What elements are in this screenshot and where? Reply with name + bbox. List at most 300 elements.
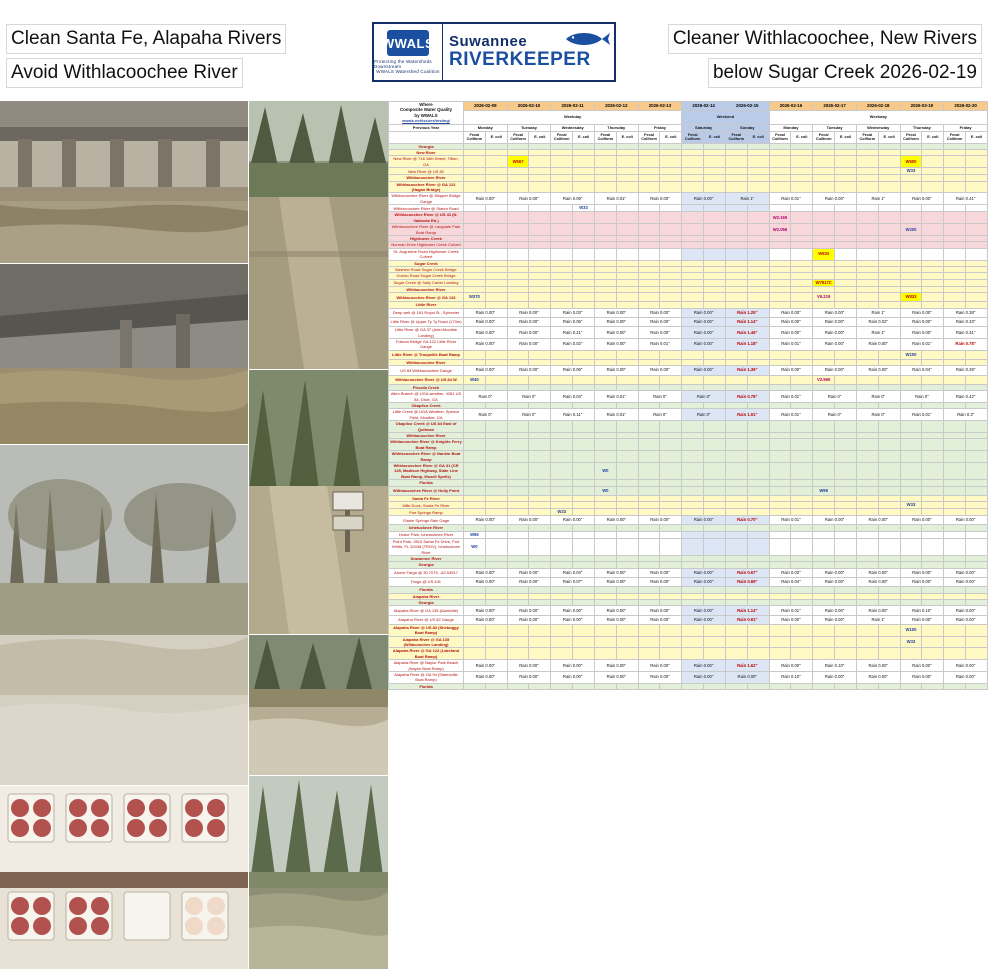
data-cell <box>682 224 704 236</box>
data-cell <box>966 224 988 236</box>
data-cell <box>878 205 900 212</box>
day-header-9: Wednesday <box>856 124 900 131</box>
data-cell <box>507 486 529 495</box>
data-cell: Rain 0.00" <box>769 366 813 375</box>
data-cell <box>966 375 988 384</box>
data-cell <box>944 463 966 480</box>
data-cell <box>660 683 682 689</box>
data-cell <box>529 502 551 509</box>
data-cell <box>529 375 551 384</box>
data-cell <box>878 502 900 509</box>
data-cell <box>747 212 769 224</box>
data-cell <box>616 248 638 260</box>
prev-year-link[interactable]: Previous Year <box>389 124 464 131</box>
data-cell: Rain 0.00" <box>682 578 726 587</box>
subcol-header-10-1: E. coli <box>922 131 944 143</box>
table-row <box>389 317 988 326</box>
data-cell <box>464 439 486 451</box>
photo-bridge-piling-river <box>0 264 248 444</box>
data-cell <box>464 181 486 193</box>
data-cell <box>791 156 813 168</box>
data-cell <box>638 538 660 555</box>
subcol-header-9-0: Fecal Coliform <box>856 131 878 143</box>
data-cell: Rain 0.00" <box>507 606 551 615</box>
data-cell <box>725 439 747 451</box>
date-header-7: 2026-02-16 <box>769 102 813 111</box>
wwals-badge <box>374 24 443 80</box>
data-cell <box>856 683 878 689</box>
data-cell: Rain 0" <box>856 409 900 421</box>
data-cell: Rain 0.00" <box>944 615 988 624</box>
data-cell <box>966 279 988 286</box>
data-cell: Rain 0.00" <box>638 615 682 624</box>
table-row <box>389 327 988 339</box>
data-cell <box>529 248 551 260</box>
data-cell <box>507 451 529 463</box>
data-cell <box>878 486 900 495</box>
data-cell: Rain 0.00" <box>507 568 551 577</box>
date-header-0: 2026-02-09 <box>464 102 508 111</box>
data-cell <box>594 538 616 555</box>
data-cell <box>835 502 857 509</box>
data-cell: Rain 0.00" <box>594 672 638 684</box>
data-cell <box>856 463 878 480</box>
data-cell <box>747 248 769 260</box>
subcol-header-4-0: Fecal Coliform <box>638 131 660 143</box>
data-cell <box>464 212 486 224</box>
data-cell: Rain 0.00" <box>900 615 944 624</box>
wwals-sub2: WWALS Watershed Coalition <box>376 69 440 74</box>
row-label: Folsom Bridge GA 122 Little River Gauge <box>389 338 464 350</box>
data-cell <box>660 168 682 175</box>
data-cell: Rain 0.00" <box>944 516 988 525</box>
data-cell: Rain 0.00" <box>594 308 638 317</box>
day-header-8: Tuesday <box>813 124 857 131</box>
data-cell <box>682 350 704 359</box>
data-cell: Rain 0.00" <box>682 308 726 317</box>
data-cell <box>725 350 747 359</box>
data-cell <box>900 509 922 516</box>
data-cell <box>835 224 857 236</box>
row-label: Okapilco Creek @ US 84 East of Quitman <box>389 421 464 433</box>
data-cell <box>682 168 704 175</box>
data-cell <box>725 421 747 433</box>
data-cell <box>704 156 726 168</box>
data-cell <box>922 168 944 175</box>
data-cell: Rain 0.01" <box>900 338 944 350</box>
row-label: Withlacoochee River @ GA 122 (Hagan Bridge) <box>389 181 464 193</box>
data-cell <box>660 181 682 193</box>
table-row <box>389 293 988 302</box>
data-cell <box>638 156 660 168</box>
data-cell <box>638 279 660 286</box>
data-cell <box>966 509 988 516</box>
data-cell <box>813 168 835 175</box>
data-cell <box>725 168 747 175</box>
data-cell <box>835 293 857 302</box>
data-cell: W33 <box>900 636 922 648</box>
row-label: Florida <box>389 587 464 593</box>
data-cell: Rain 1" <box>856 327 900 339</box>
data-cell: Rain 0.00" <box>682 606 726 615</box>
data-cell <box>638 451 660 463</box>
row-label: New River @ US 82 <box>389 168 464 175</box>
data-cell <box>835 538 857 555</box>
data-cell <box>791 683 813 689</box>
data-cell: Rain 0" <box>638 391 682 403</box>
wwals-sub1: Protecting the Watersheds Downstream <box>374 59 432 69</box>
data-cell <box>704 375 726 384</box>
table-row <box>389 421 988 433</box>
data-cell <box>616 624 638 636</box>
data-cell <box>551 375 573 384</box>
table-row <box>389 205 988 212</box>
data-cell <box>944 531 966 538</box>
row-label: Withlacoochee River @ US 84 W <box>389 375 464 384</box>
date-header-10: 2026-02-19 <box>900 102 944 111</box>
data-cell: Rain 0.39" <box>944 366 988 375</box>
data-cell <box>573 502 595 509</box>
data-cell <box>507 421 529 433</box>
data-cell <box>944 421 966 433</box>
data-cell <box>856 168 878 175</box>
data-cell: Rain 0.00" <box>594 578 638 587</box>
data-cell <box>878 683 900 689</box>
data-cell: W2.165 <box>769 212 791 224</box>
data-cell <box>878 538 900 555</box>
data-cell <box>551 205 573 212</box>
data-cell <box>922 486 944 495</box>
data-cell <box>594 636 616 648</box>
data-cell <box>616 212 638 224</box>
data-cell <box>616 205 638 212</box>
data-cell: W100 <box>900 350 922 359</box>
data-cell <box>573 293 595 302</box>
data-cell <box>878 168 900 175</box>
data-cell <box>835 421 857 433</box>
data-cell <box>878 509 900 516</box>
data-cell <box>616 463 638 480</box>
table-row <box>389 366 988 375</box>
data-cell <box>835 181 857 193</box>
data-cell: Rain 0.00" <box>682 366 726 375</box>
data-cell <box>660 350 682 359</box>
data-cell <box>529 350 551 359</box>
data-cell <box>660 538 682 555</box>
data-cell: Rain 0.00" <box>507 660 551 672</box>
data-cell: Rain 0.00" <box>769 615 813 624</box>
data-cell: Rain 0.00" <box>813 615 857 624</box>
data-cell: Rain 0.10" <box>900 606 944 615</box>
data-cell <box>464 463 486 480</box>
data-cell <box>485 624 507 636</box>
data-cell <box>704 636 726 648</box>
header-left-line1: Clean Santa Fe, Alapaha Rivers <box>6 24 286 54</box>
photo-riverbank-trees <box>249 635 388 775</box>
row-label: Withlacoochee River <box>389 432 464 438</box>
data-cell <box>485 486 507 495</box>
data-cell: Rain 1.46" <box>725 327 769 339</box>
data-cell <box>485 350 507 359</box>
row-label: Withlacoochee River <box>389 359 464 365</box>
data-cell <box>856 636 878 648</box>
data-cell: Rain 0.38" <box>944 308 988 317</box>
data-cell: Rain 0.00" <box>856 578 900 587</box>
data-cell <box>485 279 507 286</box>
data-cell: Rain 0" <box>900 391 944 403</box>
data-cell: W100 <box>900 624 922 636</box>
data-cell <box>485 293 507 302</box>
data-cell <box>529 463 551 480</box>
data-cell: Rain 0.00" <box>813 308 857 317</box>
row-label: Alapaha River @ Naylor Park Beach (Naylor Boat Ramp) <box>389 660 464 672</box>
data-cell <box>529 451 551 463</box>
data-cell <box>616 279 638 286</box>
table-row <box>389 615 988 624</box>
data-cell <box>616 636 638 648</box>
data-cell <box>464 502 486 509</box>
data-cell <box>682 502 704 509</box>
data-cell <box>747 205 769 212</box>
date-header-6: 2026-02-15 <box>725 102 769 111</box>
data-cell <box>594 181 616 193</box>
header-left-line2: Avoid Withlacoochee River <box>6 58 243 88</box>
data-cell <box>878 181 900 193</box>
data-cell <box>769 156 791 168</box>
data-cell: W567 <box>507 156 529 168</box>
data-cell <box>769 248 791 260</box>
data-cell <box>878 279 900 286</box>
data-cell <box>638 168 660 175</box>
data-cell: Rain 0.00" <box>638 606 682 615</box>
data-cell <box>747 439 769 451</box>
data-cell <box>660 486 682 495</box>
data-cell: W833 <box>900 293 922 302</box>
data-cell <box>813 636 835 648</box>
data-cell <box>704 463 726 480</box>
data-cell <box>573 350 595 359</box>
data-cell <box>922 624 944 636</box>
row-label: Alapaha River @ GA 94 (Statenville Boat Ramp) <box>389 672 464 684</box>
data-cell <box>922 683 944 689</box>
row-label: Little Creek @ UGA Weather, Spence Field, Moultrie, GA <box>389 409 464 421</box>
data-cell: Rain 0.00" <box>638 568 682 577</box>
data-cell <box>507 463 529 480</box>
data-cell <box>551 648 573 660</box>
data-cell <box>551 451 573 463</box>
data-cell <box>485 375 507 384</box>
data-cell <box>660 375 682 384</box>
data-cell <box>529 683 551 689</box>
table-header-subcols <box>389 131 988 143</box>
data-cell: W99 <box>813 486 835 495</box>
data-cell <box>900 486 922 495</box>
data-cell <box>944 451 966 463</box>
data-cell: Rain 0.01" <box>769 606 813 615</box>
data-cell <box>507 648 529 660</box>
data-cell: Rain 0" <box>813 391 857 403</box>
data-cell: Rain 0.00" <box>551 615 595 624</box>
data-cell <box>791 538 813 555</box>
header-right <box>612 24 982 92</box>
data-cell <box>856 486 878 495</box>
row-label: Withlacoochee River @ GA 31 (CR 145, Madison Highway, State Line Boat Ramp, Mozell Spells) <box>389 463 464 480</box>
data-cell <box>791 636 813 648</box>
data-cell <box>878 463 900 480</box>
data-cell <box>966 486 988 495</box>
data-cell <box>551 421 573 433</box>
data-cell <box>464 624 486 636</box>
data-cell <box>922 509 944 516</box>
corner-line2: Composite Water Quality <box>399 107 453 113</box>
data-cell <box>551 624 573 636</box>
data-cell <box>966 502 988 509</box>
day-header-2: Wednesday <box>551 124 595 131</box>
data-cell <box>638 463 660 480</box>
data-cell <box>791 439 813 451</box>
data-cell <box>704 486 726 495</box>
data-cell <box>878 531 900 538</box>
data-cell <box>966 212 988 224</box>
day-header-11: Friday <box>944 124 988 131</box>
data-cell <box>638 624 660 636</box>
data-cell <box>638 205 660 212</box>
date-header-11: 2026-02-20 <box>944 102 988 111</box>
data-cell: Rain 0.00" <box>507 366 551 375</box>
data-cell: Rain 0.00" <box>769 660 813 672</box>
data-cell <box>769 531 791 538</box>
data-cell <box>769 486 791 495</box>
data-cell <box>573 212 595 224</box>
data-cell <box>944 293 966 302</box>
data-cell <box>616 486 638 495</box>
subcol-header-11-1: E. coli <box>966 131 988 143</box>
data-cell: Rain 0.00" <box>594 568 638 577</box>
data-cell <box>725 624 747 636</box>
data-cell <box>747 168 769 175</box>
data-cell: Rain 0.00" <box>682 338 726 350</box>
subcol-header-10-0: Fecal Coliform <box>900 131 922 143</box>
data-cell <box>638 421 660 433</box>
data-cell <box>485 502 507 509</box>
data-cell <box>507 439 529 451</box>
row-label: Norman Drive Hightower Creek Culvert <box>389 242 464 248</box>
subcol-header-8-0: Fecal Coliform <box>813 131 835 143</box>
data-cell <box>922 224 944 236</box>
data-cell <box>856 531 878 538</box>
data-cell <box>551 293 573 302</box>
data-cell: W200 <box>900 224 922 236</box>
data-cell <box>725 531 747 538</box>
data-cell <box>551 350 573 359</box>
data-cell <box>704 293 726 302</box>
data-cell <box>878 156 900 168</box>
data-cell <box>856 421 878 433</box>
data-cell <box>856 648 878 660</box>
table-row <box>389 606 988 615</box>
data-cell: Rain 0.00" <box>464 568 508 577</box>
data-cell <box>660 212 682 224</box>
data-cell: Rain 0.42" <box>944 391 988 403</box>
data-cell <box>507 293 529 302</box>
data-cell <box>791 531 813 538</box>
data-cell <box>616 168 638 175</box>
table-row <box>389 451 988 463</box>
data-cell: Rain 0.00" <box>638 308 682 317</box>
row-label: Mills Dock, Santa Fe River <box>389 502 464 509</box>
table-row <box>389 578 988 587</box>
table-row <box>389 181 988 193</box>
data-cell <box>944 486 966 495</box>
data-cell <box>835 624 857 636</box>
data-cell <box>813 421 835 433</box>
data-cell <box>529 509 551 516</box>
data-cell: W933 <box>813 248 835 260</box>
data-cell <box>922 463 944 480</box>
data-cell: Rain 0.00" <box>464 516 508 525</box>
data-cell: Rain 0" <box>464 391 508 403</box>
data-cell <box>551 181 573 193</box>
data-cell <box>464 156 486 168</box>
data-cell: Rain 0.00" <box>725 672 769 684</box>
data-cell <box>704 538 726 555</box>
data-cell <box>507 168 529 175</box>
data-cell: Rain 0.00" <box>900 327 944 339</box>
row-label: Withlacoochee River @ Langdale Park Boat Ramp <box>389 224 464 236</box>
data-cell <box>813 463 835 480</box>
data-cell: Rain 0.00" <box>594 327 638 339</box>
data-cell <box>944 205 966 212</box>
data-cell: Rain 0.00" <box>638 578 682 587</box>
data-cell <box>704 421 726 433</box>
data-cell: Rain 0.01" <box>594 391 638 403</box>
data-cell <box>507 375 529 384</box>
table-row <box>389 375 988 384</box>
data-cell <box>638 212 660 224</box>
data-cell <box>485 509 507 516</box>
data-cell <box>682 451 704 463</box>
data-cell <box>594 439 616 451</box>
data-cell: Rain 0.00" <box>594 317 638 326</box>
data-cell <box>813 205 835 212</box>
data-cell <box>551 538 573 555</box>
row-label: Withlacoochee River @ Nankin Boat Ramp <box>389 451 464 463</box>
data-cell <box>922 205 944 212</box>
data-cell <box>856 293 878 302</box>
data-cell <box>529 421 551 433</box>
table-row <box>389 672 988 684</box>
data-cell: Rain 0.05" <box>551 317 595 326</box>
data-cell <box>813 350 835 359</box>
data-cell <box>529 224 551 236</box>
data-cell: Rain 1.18" <box>725 338 769 350</box>
data-cell <box>485 168 507 175</box>
data-cell <box>485 439 507 451</box>
data-cell <box>944 683 966 689</box>
row-label: Withlacoochee River @ Skipper Bridge Gauge <box>389 193 464 205</box>
data-cell: Rain 0.00" <box>813 193 857 205</box>
data-cell <box>856 156 878 168</box>
data-cell <box>573 486 595 495</box>
row-label: Gornto Road Sugar Creek Bridge <box>389 273 464 279</box>
table-row <box>389 439 988 451</box>
data-cell <box>856 205 878 212</box>
data-cell: Rain 0.00" <box>551 516 595 525</box>
corner-link[interactable]: wwals.net/issues/testing/ <box>402 118 450 124</box>
data-cell <box>660 205 682 212</box>
data-cell <box>791 293 813 302</box>
data-cell <box>769 463 791 480</box>
